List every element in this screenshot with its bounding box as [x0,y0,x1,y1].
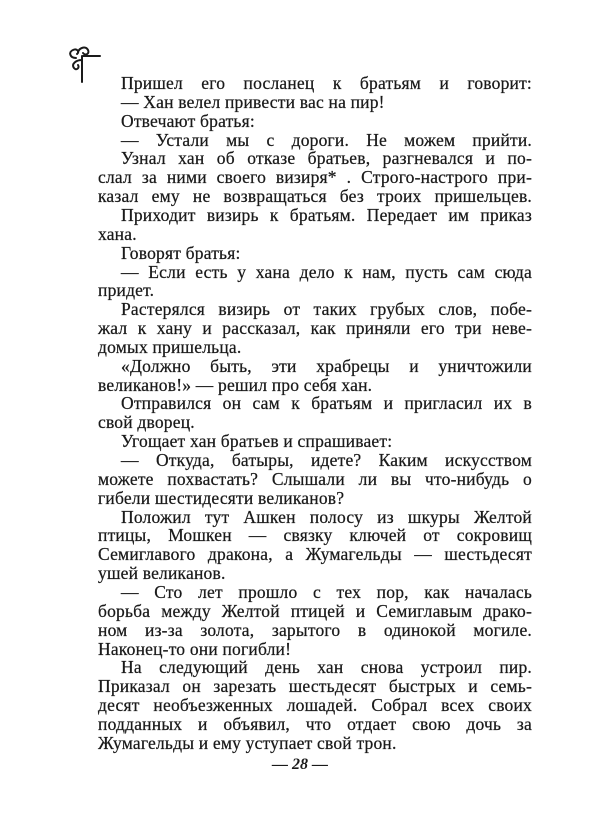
text-line: — Если есть у хана дело к нам, пусть сам сюда [121,261,532,282]
text-line: Положил тут Ашкен полосу из шкуры Желтой [121,506,532,527]
text-line: борьба между Желтой птицей и Семиглавым драко- [98,600,532,621]
text-line: казал ему не возвращаться без троих пришельцев. [98,186,532,207]
text-line: великанов!» — решил про себя хан. [98,374,373,395]
text-line: ушей великанов. [98,563,226,584]
text-line: Семиглавого дракона, а Жумагельды — шестьдесят [98,544,532,565]
decorative-scroll-ornament-icon [66,44,102,84]
text-line: Отправился он сам к братьям и пригласил их в [121,393,532,414]
text-line: Узнал хан об отказе братьев, разгневался и по- [121,148,532,169]
text-line: гибели шестидесяти великанов? [98,487,345,508]
text-line: Пришел его посланец к братьям и говорит: [121,73,532,93]
text-line: птицы, Мошкен — связку ключей от сокровищ [98,525,532,546]
text-line: «Должно быть, эти храбрецы и уничтожили [121,355,532,376]
text-line: придет. [98,280,155,301]
text-line: десят необъезженных лошадей. Собрал всех своих [98,695,532,716]
text-line: — Устали мы с дороги. Не можем прийти. [121,129,532,150]
text-line: Отвечают братья: [121,110,255,131]
text-line: подданных и объявил, что отдает свою дочь за [98,713,532,734]
text-line: На следующий день хан снова устроил пир. [121,657,532,678]
text-line: — Сто лет прошло с тех пор, как началась [121,581,532,602]
text-line: жал к хану и рассказал, как приняли его три неве- [98,318,532,339]
text-line: Приказал он зарезать шестьдесят быстрых и семь- [98,676,532,697]
text-line: Наконец-то они погибли! [98,638,292,659]
text-line: Жумагельды и ему уступает свой трон. [98,732,397,753]
text-line: домых пришельца. [98,336,242,357]
text-line: можете похвастать? Слышали ли вы что-нибудь о [98,468,532,489]
text-line: слал за ними своего визиря* . Строго-настрого при- [98,167,532,188]
page-number: — 28 — [272,756,328,773]
text-line: Растерялся визирь от таких грубых слов, побе- [121,299,532,320]
text-line: — Откуда, батыры, идете? Каким искусством [121,450,532,470]
text-line: Говорят братья: [121,242,241,263]
text-line: — Хан велел привести вас на пир! [121,91,385,112]
text-line: ном из-за золота, зарытого в одинокой могиле. [98,619,532,640]
text-line: Приходит визирь к братьям. Передает им приказ [121,204,532,225]
text-line: Угощает хан братьев и спрашивает: [121,431,393,452]
text-line: свой дворец. [98,412,195,433]
text-line: хана. [98,223,137,244]
